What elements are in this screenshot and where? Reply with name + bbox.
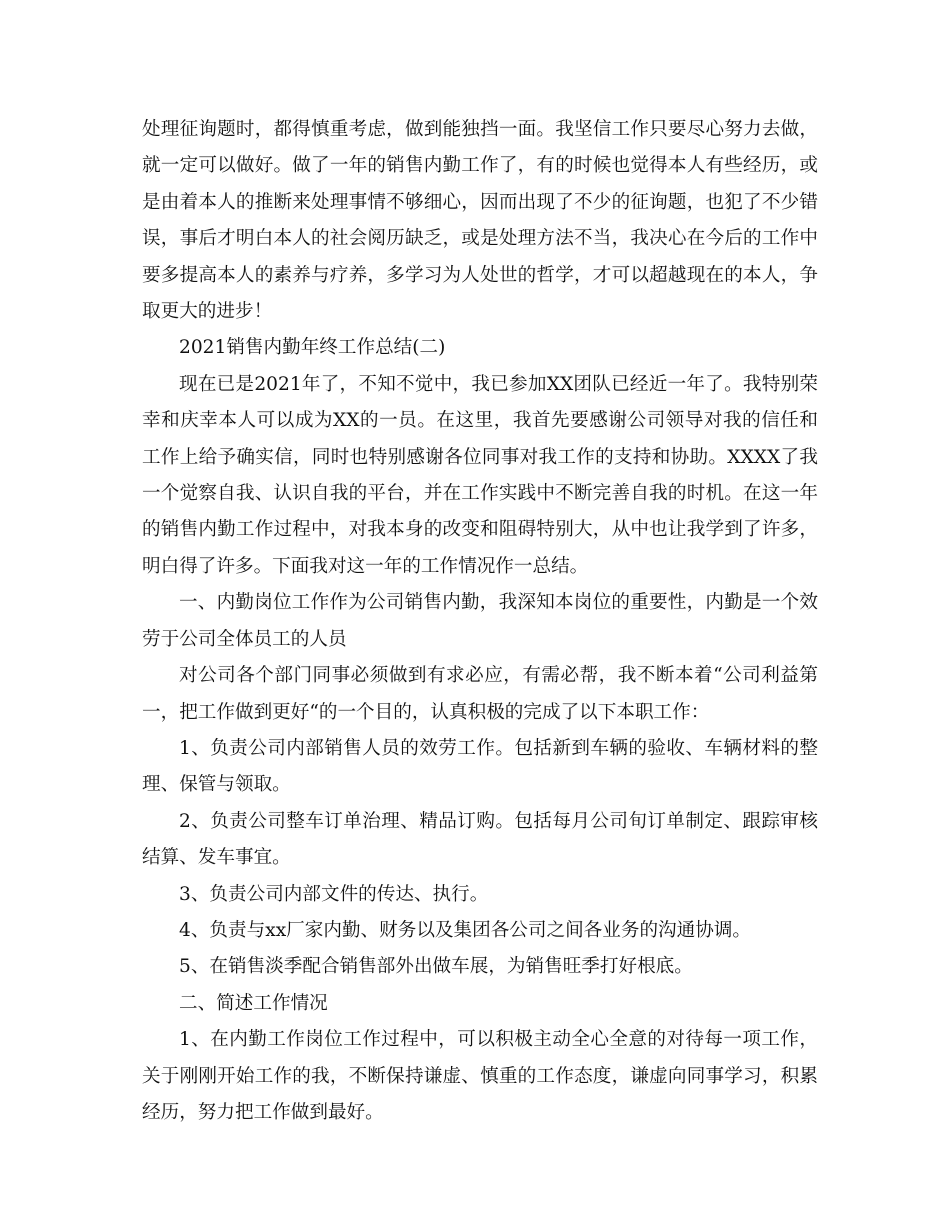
paragraph-duty-intro: 对公司各个部门同事必须做到有求必应，有需必帮，我不断本着“公司利益第一，把工作做到更好“的一个目的，认真积极的完成了以下本职工作：	[142, 665, 818, 723]
heading-internal-duties: 一、内勤岗位工作作为公司销售内勤，我深知本岗位的重要性，内勤是一个效劳于公司全体员工的人员	[142, 592, 818, 650]
paragraph-intro: 现在已是2021年了，不知不觉中，我已参加XX团队已经近一年了。我特别荣幸和庆幸本人可以成为XX的一员。在这里，我首先要感谢公司领导对我的信任和工作上给予确实信，同时也特别感谢各位同事对我工作的支持和协助。XXXX了我一个觉察自我、认识自我的平台，并在工作实践中不断完善自我的时机。在这一年的销售内勤工作过程中，对我本身的改变和阻碍特别大，从中也让我学到了许多，明白得了许多。下面我对这一年的工作情况作一总结。	[142, 373, 818, 577]
list-item-duty-3: 3、负责公司内部文件的传达、执行。	[179, 883, 489, 905]
document-body	[142, 112, 818, 1131]
heading-work-summary: 二、简述工作情况	[179, 992, 328, 1014]
paragraph-continuation: 处理征询题时，都得慎重考虑，做到能独挡一面。我坚信工作只要尽心努力去做，就一定可以做好。做了一年的销售内勤工作了，有的时候也觉得本人有些经历，或是由着本人的推断来处理事情不够细心，因而出现了不少的征询题，也犯了不少错误，事后才明白本人的社会阅历缺乏，或是处理方法不当，我决心在今后的工作中要多提高本人的素养与疗养，多学习为人处世的哲学，才可以超越现在的本人，争取更大的进步！	[142, 119, 818, 323]
list-item-work-1: 1、在内勤工作岗位工作过程中，可以积极主动全心全意的对待每一项工作，关于刚刚开始工作的我，不断保持谦虚、慎重的工作态度，谦虚向同事学习，积累经历，努力把工作做到最好。	[142, 1029, 818, 1123]
list-item-duty-5: 5、在销售淡季配合销售部外出做车展，为销售旺季打好根底。	[179, 956, 693, 978]
list-item-duty-1: 1、负责公司内部销售人员的效劳工作。包括新到车辆的验收、车辆材料的整理、保管与领取。	[142, 737, 818, 796]
section-title: 2021销售内勤年终工作总结(二)	[179, 337, 446, 359]
list-item-duty-2: 2、负责公司整车订单治理、精品订购。包括每月公司旬订单制定、跟踪审核结算、发车事宜。	[142, 810, 818, 869]
list-item-duty-4: 4、负责与xx厂家内勤、财务以及集团各公司之间各业务的沟通协调。	[179, 919, 752, 941]
